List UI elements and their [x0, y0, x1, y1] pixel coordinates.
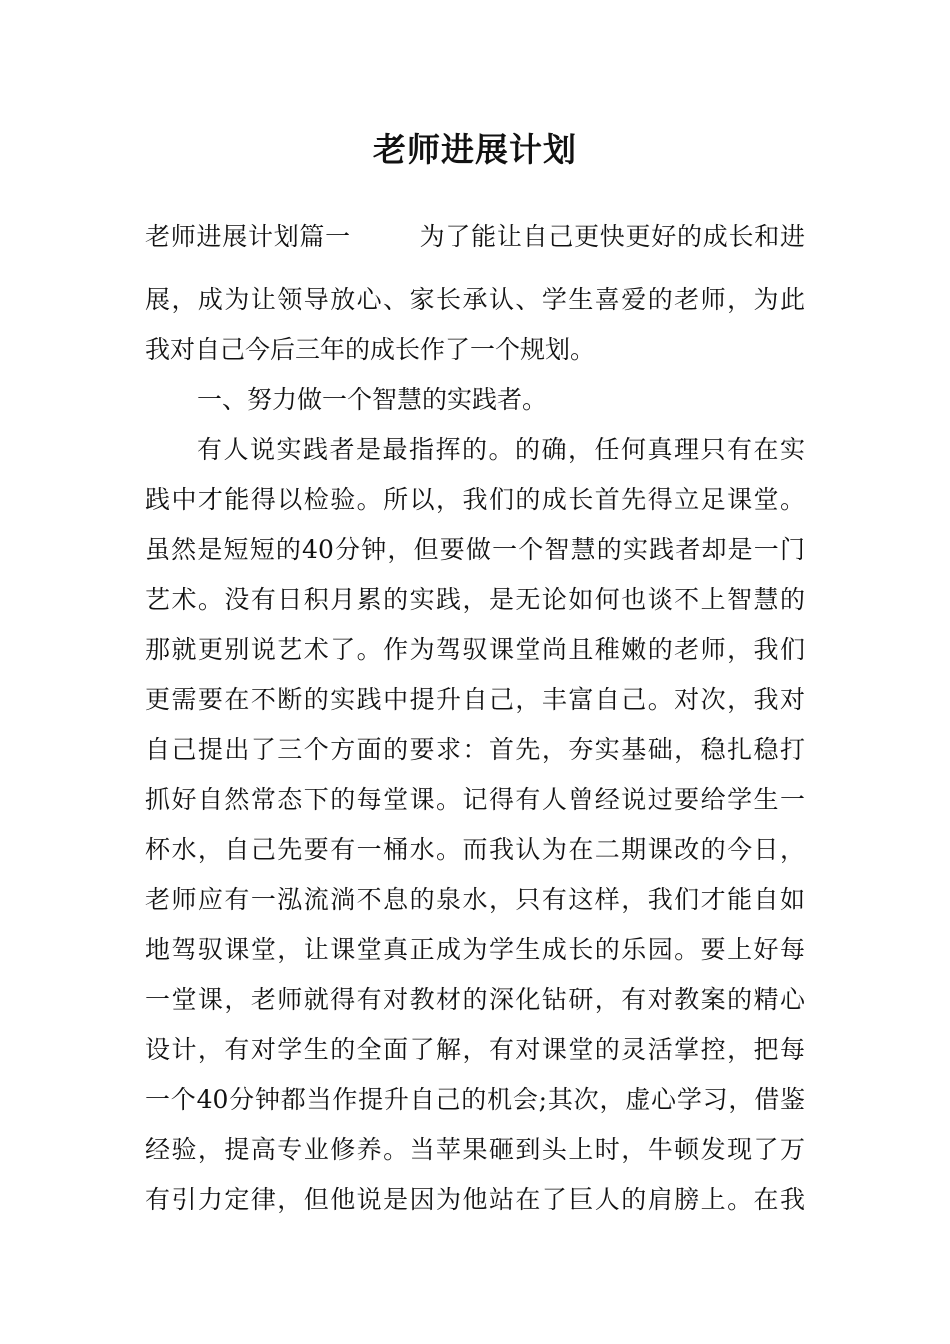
document-title: 老师进展计划: [373, 130, 577, 169]
paragraph-text: 为了能让自己更快更好的成长和进: [418, 222, 805, 251]
paragraph-line-18: 一个40分钟都当作提升自己的机会;其次，虚心学习，借鉴: [145, 1085, 805, 1114]
paragraph-line-10: 更需要在不断的实践中提升自己，丰富自己。对次，我对: [145, 685, 805, 714]
paragraph-line-13: 杯水，自己先要有一桶水。而我认为在二期课改的今日，: [145, 835, 805, 864]
paragraph-line-11: 自己提出了三个方面的要求：首先，夯实基础，稳扎稳打: [145, 735, 805, 764]
paragraph-line-6: 践中才能得以检验。所以，我们的成长首先得立足课堂。: [145, 485, 805, 514]
paragraph-line-16: 一堂课，老师就得有对教材的深化钻研，有对教案的精心: [145, 985, 805, 1014]
section-heading: 一、努力做一个智慧的实践者。: [197, 385, 548, 414]
paragraph-line-5: 有人说实践者是最指挥的。的确，任何真理只有在实: [197, 435, 805, 464]
paragraph-line-20: 有引力定律，但他说是因为他站在了巨人的肩膀上。在我: [145, 1185, 805, 1214]
paragraph-line-12: 抓好自然常态下的每堂课。记得有人曾经说过要给学生一: [145, 785, 805, 814]
paragraph-line-2: 展，成为让领导放心、家长承认、学生喜爱的老师，为此: [145, 285, 805, 314]
section-heading-inline: 老师进展计划篇一: [145, 222, 351, 251]
paragraph-line-17: 设计，有对学生的全面了解，有对课堂的灵活掌控，把每: [145, 1035, 805, 1064]
paragraph-line-19: 经验，提高专业修养。当苹果砸到头上时，牛顿发现了万: [145, 1135, 805, 1164]
paragraph-line-14: 老师应有一泓流淌不息的泉水，只有这样，我们才能自如: [145, 885, 805, 914]
paragraph-line-8: 艺术。没有日积月累的实践，是无论如何也谈不上智慧的: [145, 585, 805, 614]
paragraph-line-15: 地驾驭课堂，让课堂真正成为学生成长的乐园。要上好每: [145, 935, 805, 964]
paragraph-line-3: 我对自己今后三年的成长作了一个规划。: [145, 335, 596, 364]
paragraph-line-7: 虽然是短短的40分钟，但要做一个智慧的实践者却是一门: [145, 535, 805, 564]
paragraph-line-9: 那就更别说艺术了。作为驾驭课堂尚且稚嫩的老师，我们: [145, 635, 805, 664]
paragraph-line-1: [145, 217, 805, 257]
